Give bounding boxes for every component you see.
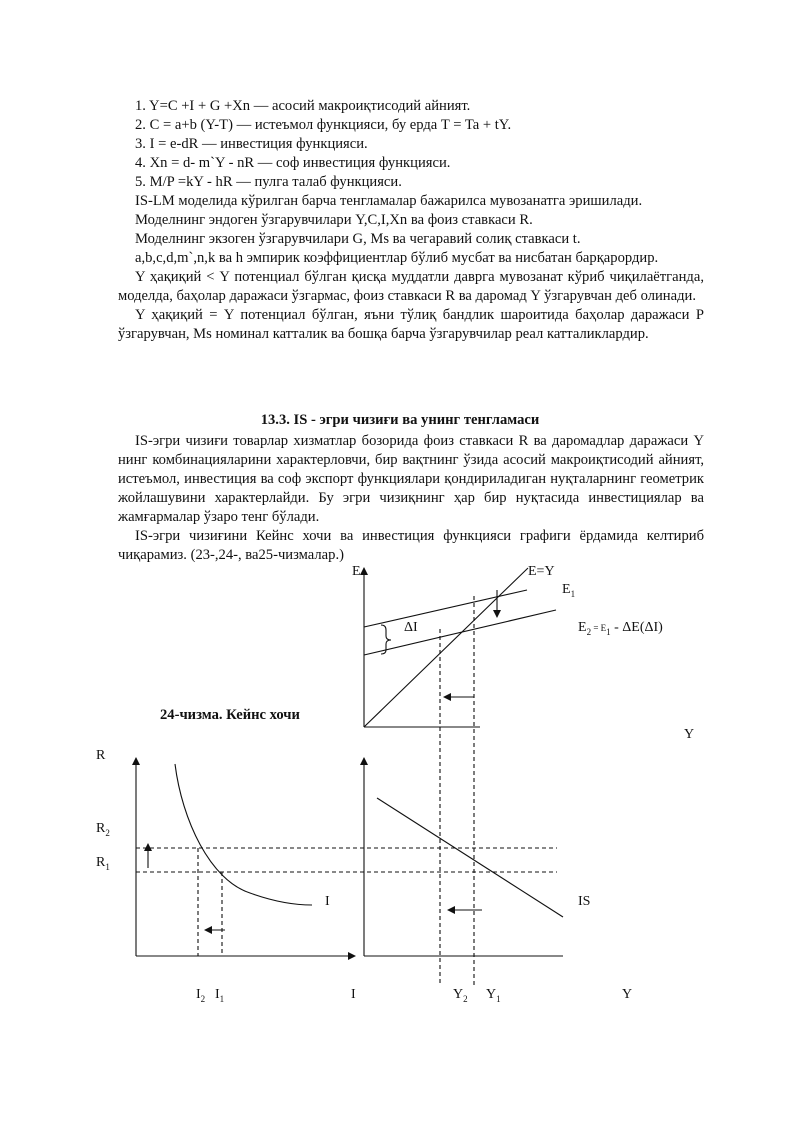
label-y1-sub: 1	[496, 994, 501, 1004]
eq-e2-sub: 2	[586, 627, 592, 637]
paragraph: IS-эгри чизиғини Кейнс хочи ва инвестиция функцияси графиги ёрдамида келтириб чиқарамиз. (23-,24-, ва25-чизмалар.)	[118, 528, 704, 563]
label-e1-sub: 1	[570, 589, 576, 599]
figure-caption: 24-чизма. Кейнс хочи	[160, 707, 300, 723]
eq-equals: = E	[591, 623, 607, 633]
label-r2	[96, 821, 110, 838]
label-e2-equation	[578, 620, 663, 637]
label-r2-sub: 2	[105, 828, 110, 838]
equation-1: 1. Y=C +I + G +Xn — асосий макроиқтисодий айният.	[135, 98, 471, 114]
label-e-equals-y: E=Y	[528, 564, 555, 579]
label-i-curve: I	[325, 894, 330, 909]
label-r2-main: R	[96, 821, 106, 836]
paragraph: a,b,c,d,m`,n,k ва h эмпирик коэффициентлар бўлиб мусбат ва нисбатан барқарордир.	[135, 250, 659, 266]
label-i1	[215, 987, 224, 1004]
line-e2	[364, 610, 556, 655]
eq-rest: - ΔE(ΔI)	[610, 620, 663, 635]
is-curve	[377, 798, 563, 917]
delta-i-brace	[381, 625, 391, 654]
label-r-axis: R	[96, 748, 106, 763]
label-i2-main: I	[196, 987, 201, 1002]
section-heading: 13.3. IS - эгри чизиғи ва унинг тенгламаси	[260, 412, 540, 428]
label-delta-i: ΔI	[404, 620, 418, 635]
label-e-axis: E	[352, 564, 361, 579]
paragraph: Y ҳақиқий < Y потенциал бўлган қисқа муддатли даврга мувозанат кўриб чиқилаётганда, моделда, баҳолар даражаси ўзгармас, фоиз ставкаси R ва даромад Y ўзгарувчан деб олинади.	[118, 269, 704, 304]
label-e1-main: E	[562, 582, 571, 597]
investment-curve	[175, 764, 312, 905]
eq-e1-sub: 1	[606, 627, 611, 637]
line-e1	[364, 590, 527, 627]
label-is: IS	[578, 894, 591, 909]
label-y2	[453, 987, 468, 1004]
label-r1-main: R	[96, 855, 106, 870]
label-r1	[96, 855, 110, 872]
label-i1-sub: 1	[219, 994, 225, 1004]
equation-4: 4. Xn = d- m`Y - nR — соф инвестиция функцияси.	[135, 155, 451, 171]
equation-5: 5. M/P =kY - hR — пулга талаб функцияси.	[135, 174, 402, 190]
label-e1	[562, 582, 575, 599]
label-y2-main: Y	[453, 987, 464, 1002]
paragraph: Моделнинг экзоген ўзгарувчилари G, Ms ва чегаравий солиқ ставкаси t.	[135, 231, 581, 247]
label-i2-sub: 2	[200, 994, 206, 1004]
label-r1-sub: 1	[105, 862, 110, 872]
line-45-degree	[364, 568, 528, 727]
label-i2	[196, 987, 205, 1004]
equation-3: 3. I = e-dR — инвестиция функцияси.	[135, 136, 368, 152]
label-i1-main: I	[215, 987, 220, 1002]
label-y-top: Y	[684, 727, 695, 742]
label-y-axis-bottom: Y	[622, 987, 633, 1002]
label-y1	[486, 987, 501, 1004]
equation-2: 2. C = a+b (Y-T) — истеъмол функцияси, бу ерда T = Ta + tY.	[135, 117, 512, 133]
eq-e2: E	[578, 620, 587, 635]
label-y2-sub: 2	[463, 994, 468, 1004]
paragraph: IS-эгри чизиғи товарлар хизматлар бозорида фоиз ставкаси R ва даромадлар даражаси Y нинг комбинацияларини характерловчи, бир вақтнинг ўзида асосий макроиқтисодий айният, истеъмол, инвестиция ва соф экспорт функциялари қондириладиган нуқталарнинг геометрик жойлашувини характерлайди. Бу эгри чизиқнинг ҳар бир нуқтасида инвестициялар ва жамғармалар ўзаро тенг бўлади.	[118, 433, 704, 525]
paragraph: Y ҳақиқий = Y потенциал бўлган, яъни тўлиқ бандлик шароитида баҳолар даражаси P ўзгарувчан, Ms номинал катталик ва бошқа барча ўзгарувчилар реал катталиклардир.	[118, 307, 704, 342]
paragraph: IS-LM моделида кўрилган барча тенгламалар бажарилса мувозанатга эришилади.	[135, 193, 643, 209]
label-i-axis: I	[351, 987, 356, 1002]
paragraph: Моделнинг эндоген ўзгарувчилари Y,C,I,Xn ва фоиз ставкаси R.	[135, 212, 533, 228]
label-y1-main: Y	[486, 987, 497, 1002]
